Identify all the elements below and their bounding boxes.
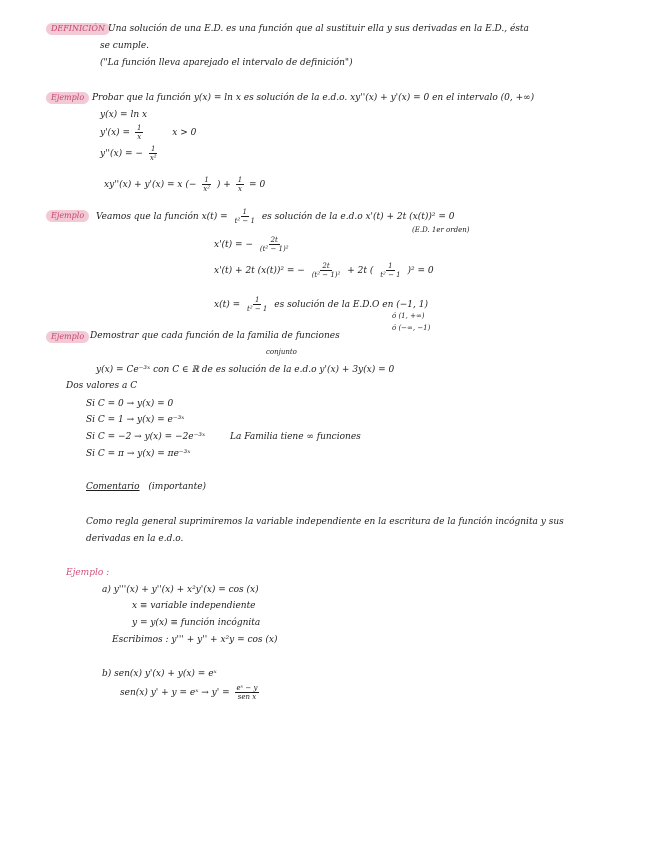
comment-line-1: Como regla general suprimiremos la variable independiente en la escritura de la función incógnita y sus [86,517,564,527]
fraction: $\frac{1}{x}$ [136,124,142,141]
example-3-badge: Ejemplo [46,331,89,343]
example-4-a-line-4: Escribimos : y''' + y'' + x²y = cos (x) [112,635,278,645]
example-4-b-line-1: b) sen(x) y'(x) + y(x) = eˣ [102,669,217,679]
example-3-line-1: y(x) = Ce⁻³ˣ con C ∈ ℝ de es solución de la e.d.o y'(x) + 3y(x) = 0 [96,365,395,375]
example-2-intro: Veamos que la función x(t) = $\frac{1}{\text{t² − 1}}$ es solución de la e.d.o x'(t) + 2t (x(t))² = 0 [96,208,455,225]
definition-line-3: ("La función lleva aparejado el intervalo de definición") [100,58,353,68]
example-1-badge: Ejemplo [46,92,89,104]
example-4-a-line-1: a) y'''(x) + y''(x) + x²y'(x) = cos (x) [102,585,259,595]
example-3-intro: Demostrar que cada función de la familia de funciones [90,331,340,341]
example-4-title: Ejemplo : [66,568,110,578]
example-1-line-2: y'(x) = $\frac{1}{x}$ x > 0 [100,124,197,141]
example-3-case-2: Si C = 1 → y(x) = e⁻³ˣ [86,415,185,425]
fraction: $\frac{2t}{\text{(t² − 1)²}}$ [311,262,341,279]
example-2-line-3: x(t) = $\frac{1}{\text{t² − 1}}$ es solución de la E.D.O en (−1, 1) [214,296,428,313]
fraction: $\frac{1}{\text{t² − 1}}$ [380,262,401,279]
example-1-line-1: y(x) = ln x [100,110,148,120]
example-2-line-1: x'(t) = − $\frac{2t}{\text{(t² − 1)²}}$ [214,236,289,253]
example-3-case-4: Si C = π → y(x) = πe⁻³ˣ [86,449,191,459]
example-4-a-line-2: x ≡ variable independiente [132,601,256,611]
example-1-line-3: y''(x) = − $\frac{1}{\text{x²}}$ [100,145,157,162]
example-1-intro: Probar que la función y(x) = ln x es solución de la e.d.o. xy''(x) + y'(x) = 0 en el intervalo (0, +∞) [92,93,535,103]
fraction: $\frac{1}{\text{x²}}$ [203,176,211,193]
example-2-badge: Ejemplo [46,210,89,222]
fraction: $\frac{1}{\text{x²}}$ [149,145,157,162]
comment-line-2: derivadas en la e.d.o. [86,534,184,544]
fraction: $\frac{1}{x}$ [237,176,243,193]
example-2-interval-2: ó (1, +∞) [392,312,425,320]
example-2-order-note: (E.D. 1er orden) [412,226,470,234]
example-2-line-2: x'(t) + 2t (x(t))² = − $\frac{2t}{\text{(t² − 1)²}}$ + 2t ( $\frac{1}{\text{t² − 1}}$ )² = 0 [214,262,434,279]
comment-subtitle: (importante) [148,482,207,492]
fraction: $\frac{2t}{\text{(t² − 1)²}}$ [259,236,289,253]
example-1-line-4: xy''(x) + y'(x) = x (− $\frac{1}{\text{x²}}$ ) + $\frac{1}{x}$ = 0 [104,176,266,193]
example-2-interval-3: ó (−∞, −1) [392,324,431,332]
fraction: $\frac{\text{eˣ − y}}{\text{sen x}}$ [236,684,258,701]
example-3-case-3: Si C = −2 → y(x) = −2e⁻³ˣ [86,432,206,442]
example-3-case-1: Si C = 0 → y(x) = 0 [86,399,174,409]
example-4-b-line-2: sen(x) y' + y = eˣ → y' = $\frac{\text{eˣ − y}}{\text{sen x}}$ [120,684,258,701]
example-3-conjunto-note: conjunto [266,348,297,356]
fraction: $\frac{1}{\text{t² − 1}}$ [247,296,268,313]
comment-title: Comentario [86,482,140,492]
example-3-line-2: Dos valores a C [66,381,138,391]
definition-badge: DEFINICIÓN [46,23,110,35]
example-3-family-note: La Familia tiene ∞ funciones [230,432,361,442]
fraction: $\frac{1}{\text{t² − 1}}$ [234,208,255,225]
definition-line-2: se cumple. [100,41,150,51]
definition-line-1: Una solución de una E.D. es una función que al sustituir ella y sus derivadas en la E.D., ésta [108,24,529,34]
example-4-a-line-3: y = y(x) ≡ función incógnita [132,618,261,628]
comment-heading [86,482,206,493]
